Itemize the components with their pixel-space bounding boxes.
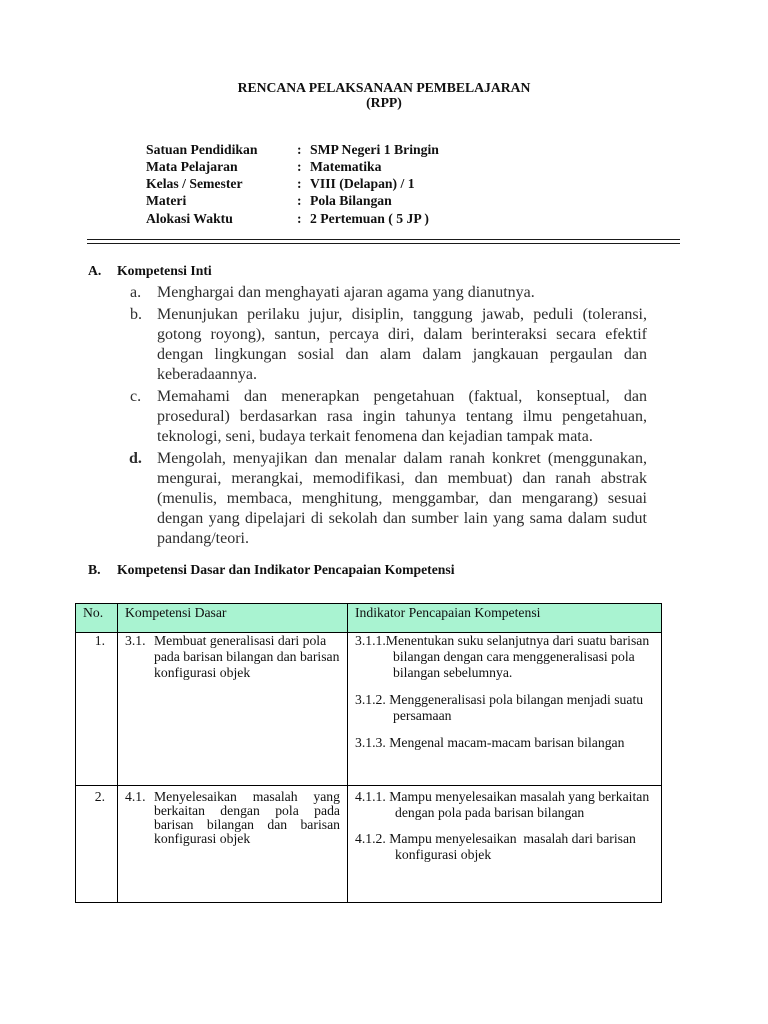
competency-table	[75, 603, 662, 903]
section-a-title: Kompetensi Inti	[117, 263, 212, 278]
ipk-item	[355, 633, 654, 681]
ki-line: dengan lingkungan sosial dan alam dalam jangkauan pergaulan dan	[157, 346, 647, 363]
ipk-line: 4.1.2. Mampu menyelesaikan masalah dari barisan	[355, 831, 636, 846]
section-b-marker: B.	[88, 562, 101, 577]
cell-indikator	[348, 633, 662, 786]
ki-line: pandang/teori.	[157, 530, 249, 547]
ki-line: teknologi, seni, budaya terkait fenomena dan kejadian tampak mata.	[157, 428, 593, 445]
header-cell-kompetensi-dasar: Kompetensi Dasar	[118, 604, 348, 633]
identity-colon: :	[297, 193, 302, 209]
identity-colon: :	[297, 176, 302, 191]
title-line-main: RENCANA PELAKSANAAN PEMBELAJARAN	[237, 80, 531, 95]
ki-marker: d.	[129, 450, 142, 467]
ki-line: gotong royong), santun, percaya diri, dalam berinteraksi secara efektif	[157, 326, 647, 343]
kd-line: konfigurasi objek	[154, 665, 251, 680]
ipk-item	[355, 692, 654, 724]
identity-row-alokasi-waktu	[146, 210, 566, 227]
identity-value: SMP Negeri 1 Bringin	[310, 141, 439, 157]
ki-marker: b.	[130, 306, 142, 323]
section-a-marker: A.	[88, 263, 102, 278]
identity-value: Pola Bilangan	[310, 193, 392, 209]
ipk-line: 4.1.1. Mampu menyelesaikan masalah yang berkaitan	[355, 789, 650, 804]
ipk-line: bilangan dengan cara menggeneralisasi pola	[393, 649, 635, 664]
identity-label: Alokasi Waktu	[146, 210, 233, 226]
ipk-line: dengan pola pada barisan bilangan	[395, 805, 585, 820]
cell-number: 1.	[76, 633, 118, 786]
kd-entry	[125, 790, 340, 846]
kd-line: barisan bilangan dan barisan	[154, 817, 340, 832]
ipk-line: 3.1.2. Menggeneralisasi pola bilangan menjadi suatu	[355, 692, 644, 707]
ki-marker: a.	[130, 284, 142, 301]
ki-line: mengurai, merangkai, memodifikasi, dan membuat) dan ranah abstrak	[157, 470, 647, 487]
cell-kompetensi-dasar	[118, 633, 348, 786]
kd-line: Membuat generalisasi dari pola	[154, 633, 327, 648]
identity-row-satuan-pendidikan	[146, 141, 566, 158]
ki-line: dengan yang dipelajari di sekolah dan sumber lain yang sama dalam sudut	[157, 510, 647, 527]
ki-line: prosedural) berdasarkan rasa ingin tahunya tentang ilmu pengetahuan,	[157, 408, 647, 425]
ki-line: (menulis, membaca, menghitung, menggambar, dan mengarang) sesuai	[157, 490, 647, 507]
ipk-line: 3.1.3. Mengenal macam-macam barisan bilangan	[355, 735, 625, 750]
identity-block	[146, 141, 566, 227]
kompetensi-inti-list	[130, 283, 647, 551]
document-title	[0, 80, 768, 110]
ki-item-a	[130, 283, 647, 303]
ipk-line: konfigurasi objek	[395, 847, 492, 862]
ipk-item	[355, 789, 654, 821]
identity-colon: :	[297, 141, 302, 157]
kd-line: pada barisan bilangan dan barisan	[154, 649, 340, 664]
title-line-abbreviation: (RPP)	[366, 95, 402, 110]
identity-label: Kelas / Semester	[146, 176, 243, 191]
cell-indikator	[348, 786, 662, 903]
ipk-item	[355, 735, 654, 751]
identity-label: Mata Pelajaran	[146, 158, 238, 174]
ki-line: keberadaannya.	[157, 366, 257, 383]
identity-colon: :	[297, 210, 302, 226]
section-a-heading	[88, 263, 212, 279]
double-rule-divider	[87, 239, 680, 244]
header-cell-indikator: Indikator Pencapaian Kompetensi	[348, 604, 662, 633]
kd-number: 4.1.	[125, 789, 146, 804]
identity-colon: :	[297, 158, 302, 174]
identity-label: Materi	[146, 193, 187, 209]
ipk-item	[355, 831, 654, 863]
ipk-line: bilangan sebelumnya.	[393, 665, 513, 680]
cell-kompetensi-dasar	[118, 786, 348, 903]
ki-marker: c.	[130, 388, 142, 405]
identity-row-mata-pelajaran	[146, 158, 566, 175]
kd-line: berkaitan dengan pola pada	[154, 803, 340, 818]
table-header-row	[76, 604, 662, 633]
ipk-line: persamaan	[393, 708, 452, 723]
section-b-title: Kompetensi Dasar dan Indikator Pencapaian Kompetensi	[117, 562, 455, 577]
identity-value: VIII (Delapan) / 1	[310, 176, 415, 191]
identity-row-materi	[146, 192, 566, 209]
kd-line: Menyelesaikan masalah yang	[154, 789, 340, 804]
identity-value: 2 Pertemuan ( 5 JP )	[310, 210, 429, 226]
kd-number: 3.1.	[125, 633, 146, 648]
ki-line: Mengolah, menyajikan dan menalar dalam ranah konkret (menggunakan,	[157, 450, 647, 467]
section-b-heading	[88, 562, 455, 578]
ki-line: Menghargai dan menghayati ajaran agama yang dianutnya.	[157, 284, 535, 301]
ki-line: Memahami dan menerapkan pengetahuan (faktual, konseptual, dan	[157, 388, 647, 405]
kd-entry	[125, 633, 340, 681]
identity-label: Satuan Pendidikan	[146, 141, 258, 157]
identity-row-kelas-semester	[146, 175, 566, 192]
ki-line: Menunjukan perilaku jujur, disiplin, tanggung jawab, peduli (toleransi,	[157, 306, 647, 323]
ki-item-c	[130, 387, 647, 447]
kd-line: konfigurasi objek	[154, 831, 251, 846]
table-row-2	[76, 786, 662, 903]
ki-item-d	[130, 449, 647, 549]
identity-value: Matematika	[310, 158, 382, 174]
ki-item-b	[130, 305, 647, 385]
table-row-1	[76, 633, 662, 786]
header-cell-no: No.	[76, 604, 118, 633]
ipk-line: 3.1.1.Menentukan suku selanjutnya dari suatu barisan	[355, 633, 650, 648]
cell-number: 2.	[76, 786, 118, 903]
